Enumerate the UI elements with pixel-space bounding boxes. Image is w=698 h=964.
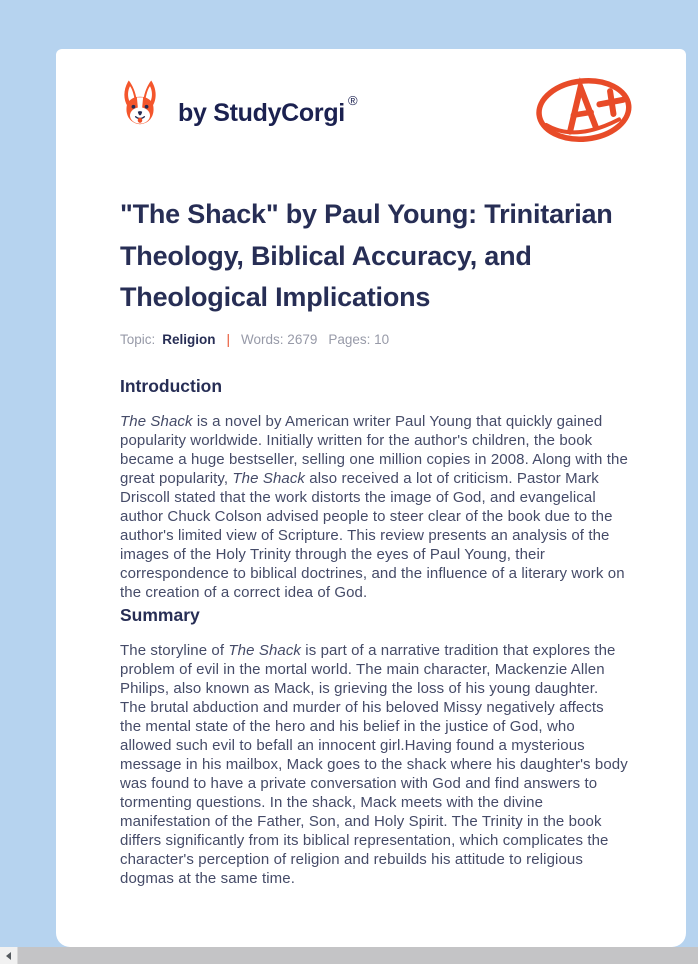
scroll-left-button[interactable] xyxy=(0,947,17,964)
left-arrow-icon xyxy=(6,952,11,960)
a-plus-badge-icon xyxy=(532,73,636,154)
topic-label: Topic: xyxy=(120,331,156,347)
page-title: "The Shack" by Paul Young: Trinitarian Theology, Biblical Accuracy, and Theological Implications xyxy=(120,199,613,312)
section-heading-summary: Summary xyxy=(120,604,200,625)
introduction-paragraph: The Shack is a novel by American writer Paul Young that quickly gained popularity worldwide. Initially written for the author's children, the book became a huge bestseller, selling one million copies in 2008. Along with the great popularity, The Shack also received a lot of criticism. Pastor Mark Driscoll stated that the work distorts the image of God, and evangelical author Chuck Colson advised people to steer clear of the book due to the author's limited view of Scripture. This review presents an analysis of the images of the Holy Trinity through the eyes of Paul Young, their correspondence to biblical doctrines, and the influence of a literary work on the creation of a correct idea of God. xyxy=(120,412,628,601)
pages-count: Pages: 10 xyxy=(328,331,390,347)
meta-divider: | xyxy=(226,331,231,347)
corgi-icon xyxy=(120,78,160,133)
registered-mark: ® xyxy=(347,92,358,108)
document-card xyxy=(56,49,686,947)
topic-value-link[interactable]: Religion xyxy=(162,331,216,347)
section-heading-introduction: Introduction xyxy=(120,375,223,396)
summary-paragraph: The storyline of The Shack is part of a narrative tradition that explores the problem of evil in the mortal world. The main character, Mackenzie Allen Philips, also known as Mack, is grieving the loss of his young daughter. The brutal abduction and murder of his beloved Missy negatively affects the mental state of the hero and his belief in the justice of God, who allowed such evil to befall an innocent girl.Having found a mysterious message in his mailbox, Mack goes to the shack where his daughter's body was found to have a private conversation with God and find answers to tormenting questions. In the shack, Mack meets with the divine manifestation of the Father, Son, and Holy Spirit. The Trinity in the book differs significantly from its biblical representation, which complicates the character's perception of religion and rebuilds his attitude to religious dogmas at the same time. xyxy=(120,641,628,887)
studycorgi-brand[interactable] xyxy=(120,78,358,133)
article-meta xyxy=(120,331,628,349)
scrollbar-thumb[interactable] xyxy=(17,947,698,964)
brand-label: by StudyCorgi ® xyxy=(178,92,358,127)
horizontal-scrollbar[interactable] xyxy=(0,947,698,964)
card-header xyxy=(120,78,628,148)
words-count: Words: 2679 xyxy=(241,331,318,347)
